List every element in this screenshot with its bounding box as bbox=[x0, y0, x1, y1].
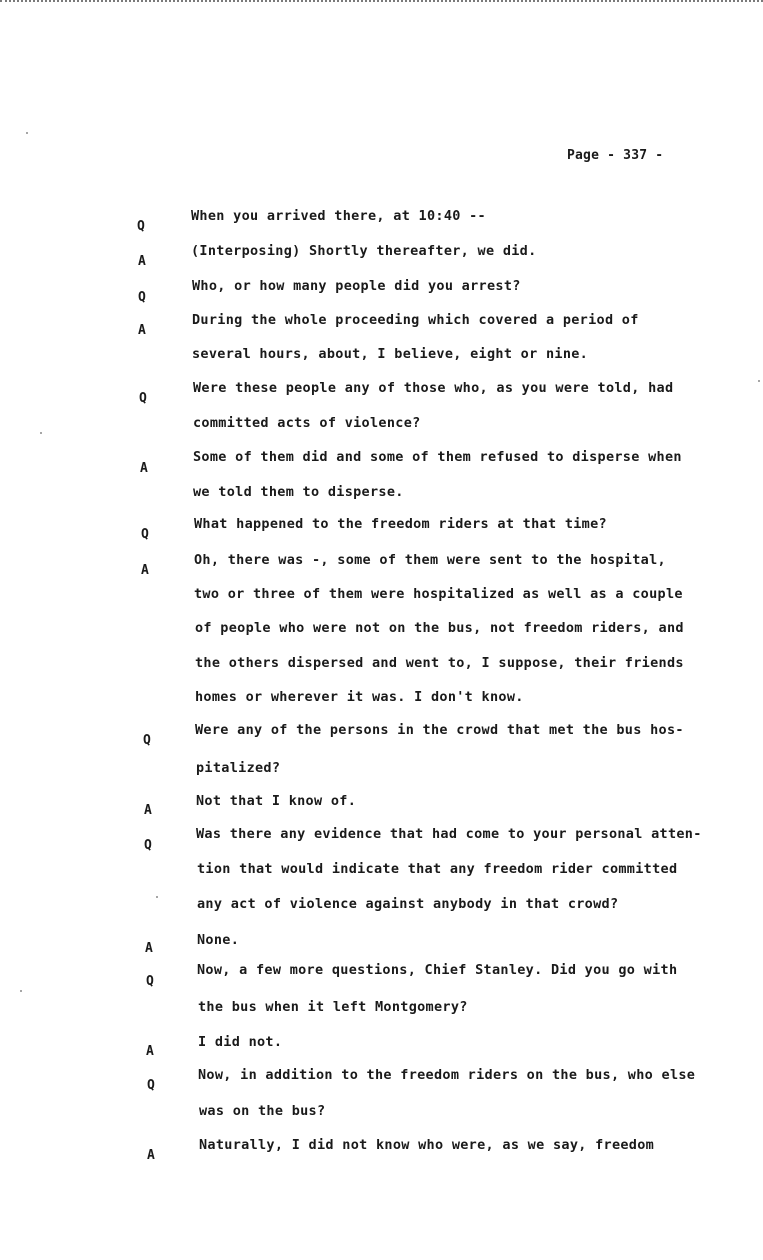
speaker-label: A bbox=[138, 254, 146, 269]
scan-speck bbox=[758, 380, 760, 382]
transcript-line: Naturally, I did not know who were, as we say, freedom bbox=[199, 1137, 655, 1153]
transcript-line: committed acts of violence? bbox=[193, 415, 421, 431]
scan-speck bbox=[156, 896, 158, 898]
speaker-label: Q bbox=[147, 1078, 155, 1093]
transcript-line: Was there any evidence that had come to your personal atten- bbox=[196, 826, 702, 842]
speaker-label: Q bbox=[139, 391, 147, 406]
transcript-line: Were these people any of those who, as you were told, had bbox=[193, 380, 674, 396]
transcript-line: of people who were not on the bus, not freedom riders, and bbox=[195, 620, 684, 636]
transcript-line: any act of violence against anybody in that crowd? bbox=[197, 896, 619, 912]
transcript-line: we told them to disperse. bbox=[193, 484, 404, 500]
speaker-label: A bbox=[141, 563, 149, 578]
transcript-line: homes or wherever it was. I don't know. bbox=[195, 689, 524, 705]
speaker-label: A bbox=[147, 1148, 155, 1163]
scan-speck bbox=[20, 990, 22, 992]
speaker-label: A bbox=[140, 461, 148, 476]
transcript-line: What happened to the freedom riders at that time? bbox=[194, 516, 607, 532]
transcript-line: was on the bus? bbox=[199, 1103, 326, 1119]
transcript-line: Now, in addition to the freedom riders on the bus, who else bbox=[198, 1067, 696, 1083]
transcript-line: (Interposing) Shortly thereafter, we did. bbox=[191, 243, 537, 259]
speaker-label: Q bbox=[146, 974, 154, 989]
scan-top-edge bbox=[0, 0, 763, 6]
speaker-label: A bbox=[146, 1044, 154, 1059]
transcript-line: During the whole proceeding which covered a period of bbox=[192, 312, 639, 328]
transcript-line: pitalized? bbox=[196, 760, 281, 776]
transcript-line: Who, or how many people did you arrest? bbox=[192, 278, 521, 294]
transcript-line: two or three of them were hospitalized as well as a couple bbox=[194, 586, 683, 602]
speaker-label: Q bbox=[143, 733, 151, 748]
transcript-line: Oh, there was -, some of them were sent to the hospital, bbox=[194, 552, 666, 568]
speaker-label: Q bbox=[137, 219, 145, 234]
transcript-line: Were any of the persons in the crowd that met the bus hos- bbox=[195, 722, 684, 738]
speaker-label: Q bbox=[144, 838, 152, 853]
transcript-line: When you arrived there, at 10:40 -- bbox=[191, 208, 486, 224]
speaker-label: A bbox=[145, 941, 153, 956]
transcript-line: I did not. bbox=[198, 1034, 283, 1050]
transcript-line: the others dispersed and went to, I suppose, their friends bbox=[195, 655, 684, 671]
transcript-line: Now, a few more questions, Chief Stanley. Did you go with bbox=[197, 962, 678, 978]
speaker-label: Q bbox=[141, 527, 149, 542]
page-number: Page - 337 - bbox=[567, 148, 664, 163]
transcript-line: None. bbox=[197, 932, 240, 948]
transcript-line: several hours, about, I believe, eight or nine. bbox=[192, 346, 589, 362]
scan-speck bbox=[26, 132, 28, 134]
scan-speck bbox=[40, 432, 42, 434]
transcript-line: Not that I know of. bbox=[196, 793, 357, 809]
transcript-line: Some of them did and some of them refused to disperse when bbox=[193, 449, 682, 465]
speaker-label: A bbox=[138, 323, 146, 338]
transcript-line: tion that would indicate that any freedom rider committed bbox=[197, 861, 678, 877]
speaker-label: Q bbox=[138, 290, 146, 305]
transcript-line: the bus when it left Montgomery? bbox=[198, 999, 468, 1015]
speaker-label: A bbox=[144, 803, 152, 818]
